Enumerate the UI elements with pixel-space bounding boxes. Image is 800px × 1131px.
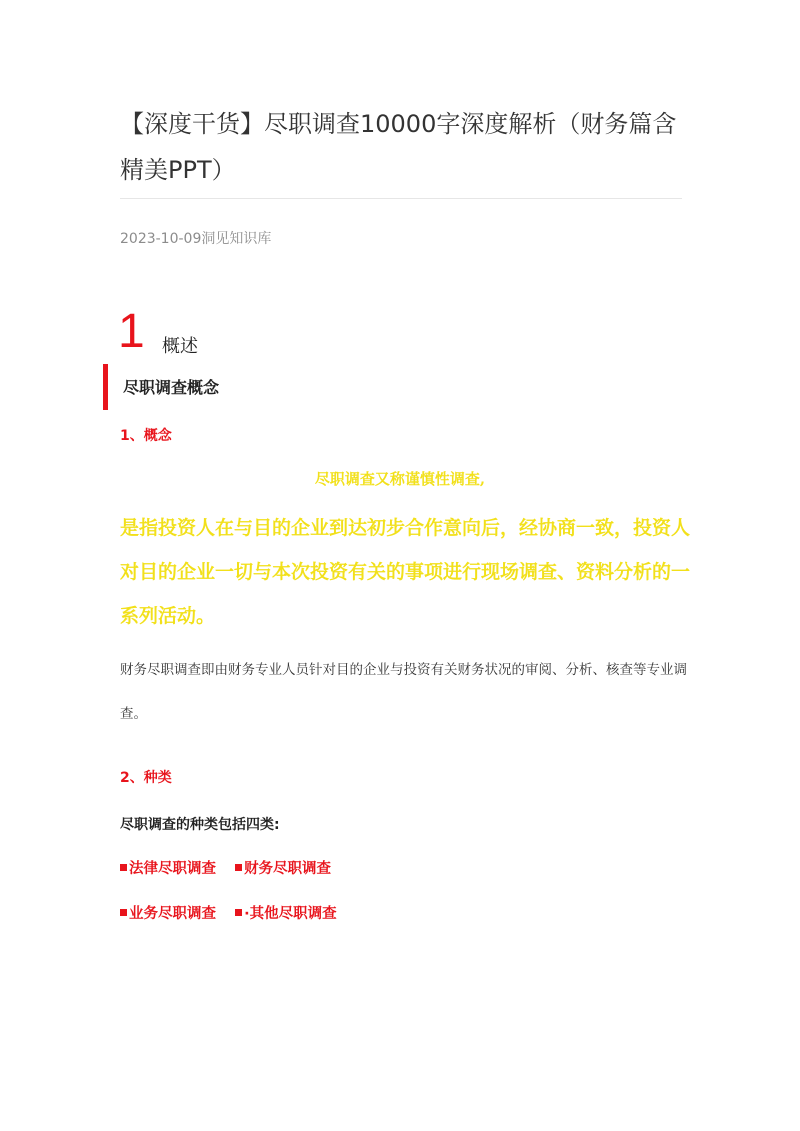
square-bullet-icon [235, 909, 242, 916]
types-intro: 尽职调查的种类包括四类: [120, 817, 280, 833]
highlight-center-text: 尽职调查又称谨慎性调查, [314, 470, 486, 488]
highlight-body-text: 是指投资人在与目的企业到达初步合作意向后，经协商一致，投资人对目的企业一切与本次投资有关的事项进行现场调查、资料分析的一系列活动。 [120, 517, 691, 627]
types-row-2 [120, 902, 351, 923]
square-bullet-icon [120, 864, 127, 871]
type-item [235, 861, 331, 877]
square-bullet-icon [235, 864, 242, 871]
title-divider [120, 198, 682, 199]
square-bullet-icon [120, 909, 127, 916]
type-item [120, 906, 216, 922]
concept-heading: 1、概念 [120, 428, 172, 444]
article-meta: 2023-10-09洞见知识库 [120, 231, 272, 247]
body-paragraph: 财务尽职调查即由财务专业人员针对目的企业与投资有关财务状况的审阅、分析、核查等专业调查。 [120, 662, 687, 722]
type-item [235, 906, 337, 922]
type-label: ·其他尽职调查 [244, 906, 337, 922]
subtitle-accent-bar [103, 364, 108, 410]
type-item [120, 861, 216, 877]
section-number: 1 [118, 305, 145, 358]
types-row-1 [120, 857, 345, 878]
type-label: 财务尽职调查 [244, 861, 332, 877]
type-label: 法律尽职调查 [129, 861, 216, 877]
article-title: 【深度干货】尽职调查10000字深度解析（财务篇含精美PPT） [120, 110, 677, 184]
section-title: 概述 [162, 336, 198, 357]
type-label: 业务尽职调查 [129, 906, 216, 922]
section-subtitle: 尽职调查概念 [123, 378, 220, 397]
types-heading: 2、种类 [120, 770, 172, 786]
